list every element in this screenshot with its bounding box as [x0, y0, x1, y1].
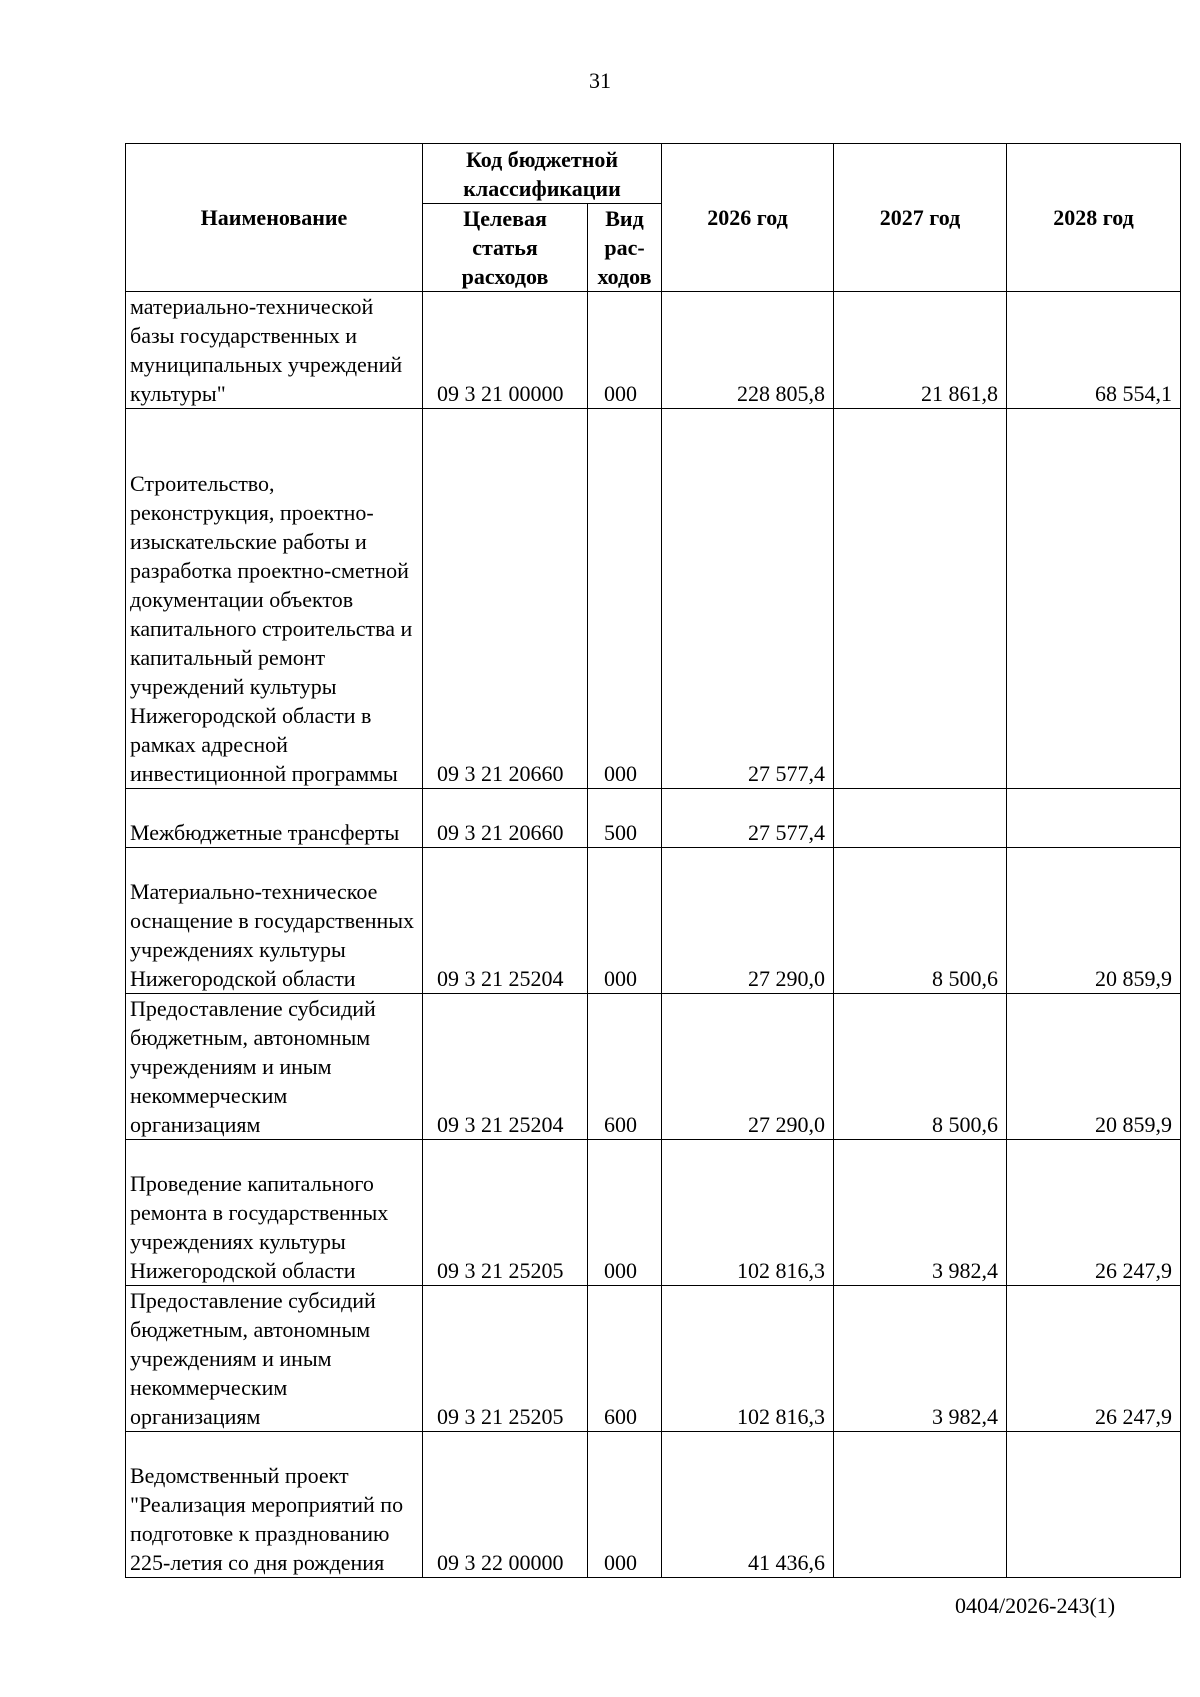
header-code-group: Код бюджетной классификации: [423, 144, 662, 204]
table-header: [126, 144, 1181, 292]
header-2028: 2028 год: [1007, 144, 1181, 292]
row-value-2027: 3 982,4: [834, 1140, 1007, 1286]
row-expense-kind: 600: [588, 1286, 662, 1432]
row-value-2026: 27 290,0: [662, 994, 834, 1140]
row-value-2027: [834, 1432, 1007, 1578]
header-target-article: Целевая статья расходов: [423, 204, 588, 292]
row-expense-kind: 000: [588, 292, 662, 409]
table-row: [126, 1286, 1181, 1432]
row-value-2028: [1007, 789, 1181, 848]
row-name: Материально-техническое оснащение в государственных учреждениях культуры Нижегородской области: [126, 848, 423, 994]
row-value-2026: 228 805,8: [662, 292, 834, 409]
row-name: Проведение капитального ремонта в государственных учреждениях культуры Нижегородской области: [126, 1140, 423, 1286]
row-value-2028: 20 859,9: [1007, 994, 1181, 1140]
row-expense-kind: 500: [588, 789, 662, 848]
row-target-code: 09 3 21 25205: [423, 1286, 588, 1432]
table-row: [126, 994, 1181, 1140]
row-value-2028: 26 247,9: [1007, 1140, 1181, 1286]
row-target-code: 09 3 21 25204: [423, 994, 588, 1140]
header-expense-kind: Вид рас-ходов: [588, 204, 662, 292]
row-value-2028: 68 554,1: [1007, 292, 1181, 409]
row-target-code: 09 3 21 25204: [423, 848, 588, 994]
row-value-2026: 27 577,4: [662, 789, 834, 848]
row-target-code: 09 3 21 20660: [423, 409, 588, 789]
row-value-2027: 8 500,6: [834, 994, 1007, 1140]
row-target-code: 09 3 21 00000: [423, 292, 588, 409]
row-value-2028: 26 247,9: [1007, 1286, 1181, 1432]
row-value-2028: [1007, 409, 1181, 789]
header-2026: 2026 год: [662, 144, 834, 292]
row-expense-kind: 000: [588, 848, 662, 994]
row-name: Предоставление субсидий бюджетным, автономным учреждениям и иным некоммерческим организациям: [126, 994, 423, 1140]
row-expense-kind: 600: [588, 994, 662, 1140]
budget-table: [125, 143, 1181, 1578]
row-value-2028: [1007, 1432, 1181, 1578]
row-name: Межбюджетные трансферты: [126, 789, 423, 848]
row-value-2027: [834, 789, 1007, 848]
table-row: [126, 848, 1181, 994]
row-value-2027: 21 861,8: [834, 292, 1007, 409]
header-2027: 2027 год: [834, 144, 1007, 292]
row-value-2026: 102 816,3: [662, 1286, 834, 1432]
table-row: [126, 1140, 1181, 1286]
row-value-2027: 3 982,4: [834, 1286, 1007, 1432]
row-target-code: 09 3 22 00000: [423, 1432, 588, 1578]
table-row: [126, 789, 1181, 848]
row-name: Ведомственный проект "Реализация мероприятий по подготовке к празднованию 225-летия со дня рождения: [126, 1432, 423, 1578]
row-value-2027: [834, 409, 1007, 789]
table-body: [126, 292, 1181, 1578]
row-value-2026: 27 290,0: [662, 848, 834, 994]
row-target-code: 09 3 21 20660: [423, 789, 588, 848]
row-name: материально-технической базы государственных и муниципальных учреждений культуры": [126, 292, 423, 409]
table-row: [126, 1432, 1181, 1578]
header-name: Наименование: [126, 144, 423, 292]
row-expense-kind: 000: [588, 1432, 662, 1578]
table-row: [126, 409, 1181, 789]
table-row: [126, 292, 1181, 409]
row-value-2028: 20 859,9: [1007, 848, 1181, 994]
row-target-code: 09 3 21 25205: [423, 1140, 588, 1286]
row-value-2026: 27 577,4: [662, 409, 834, 789]
page-number: 31: [589, 68, 611, 93]
row-name: Строительство, реконструкция, проектно-изыскательские работы и разработка проектно-сметной документации объектов капитального строительства и капитальный ремонт учреждений культуры Нижегородской области в рамках адресной инвестиционной программы: [126, 409, 423, 789]
row-name: Предоставление субсидий бюджетным, автономным учреждениям и иным некоммерческим организациям: [126, 1286, 423, 1432]
document-number: 0404/2026-243(1): [955, 1593, 1116, 1618]
row-value-2027: 8 500,6: [834, 848, 1007, 994]
row-value-2026: 102 816,3: [662, 1140, 834, 1286]
row-expense-kind: 000: [588, 1140, 662, 1286]
row-value-2026: 41 436,6: [662, 1432, 834, 1578]
row-expense-kind: 000: [588, 409, 662, 789]
